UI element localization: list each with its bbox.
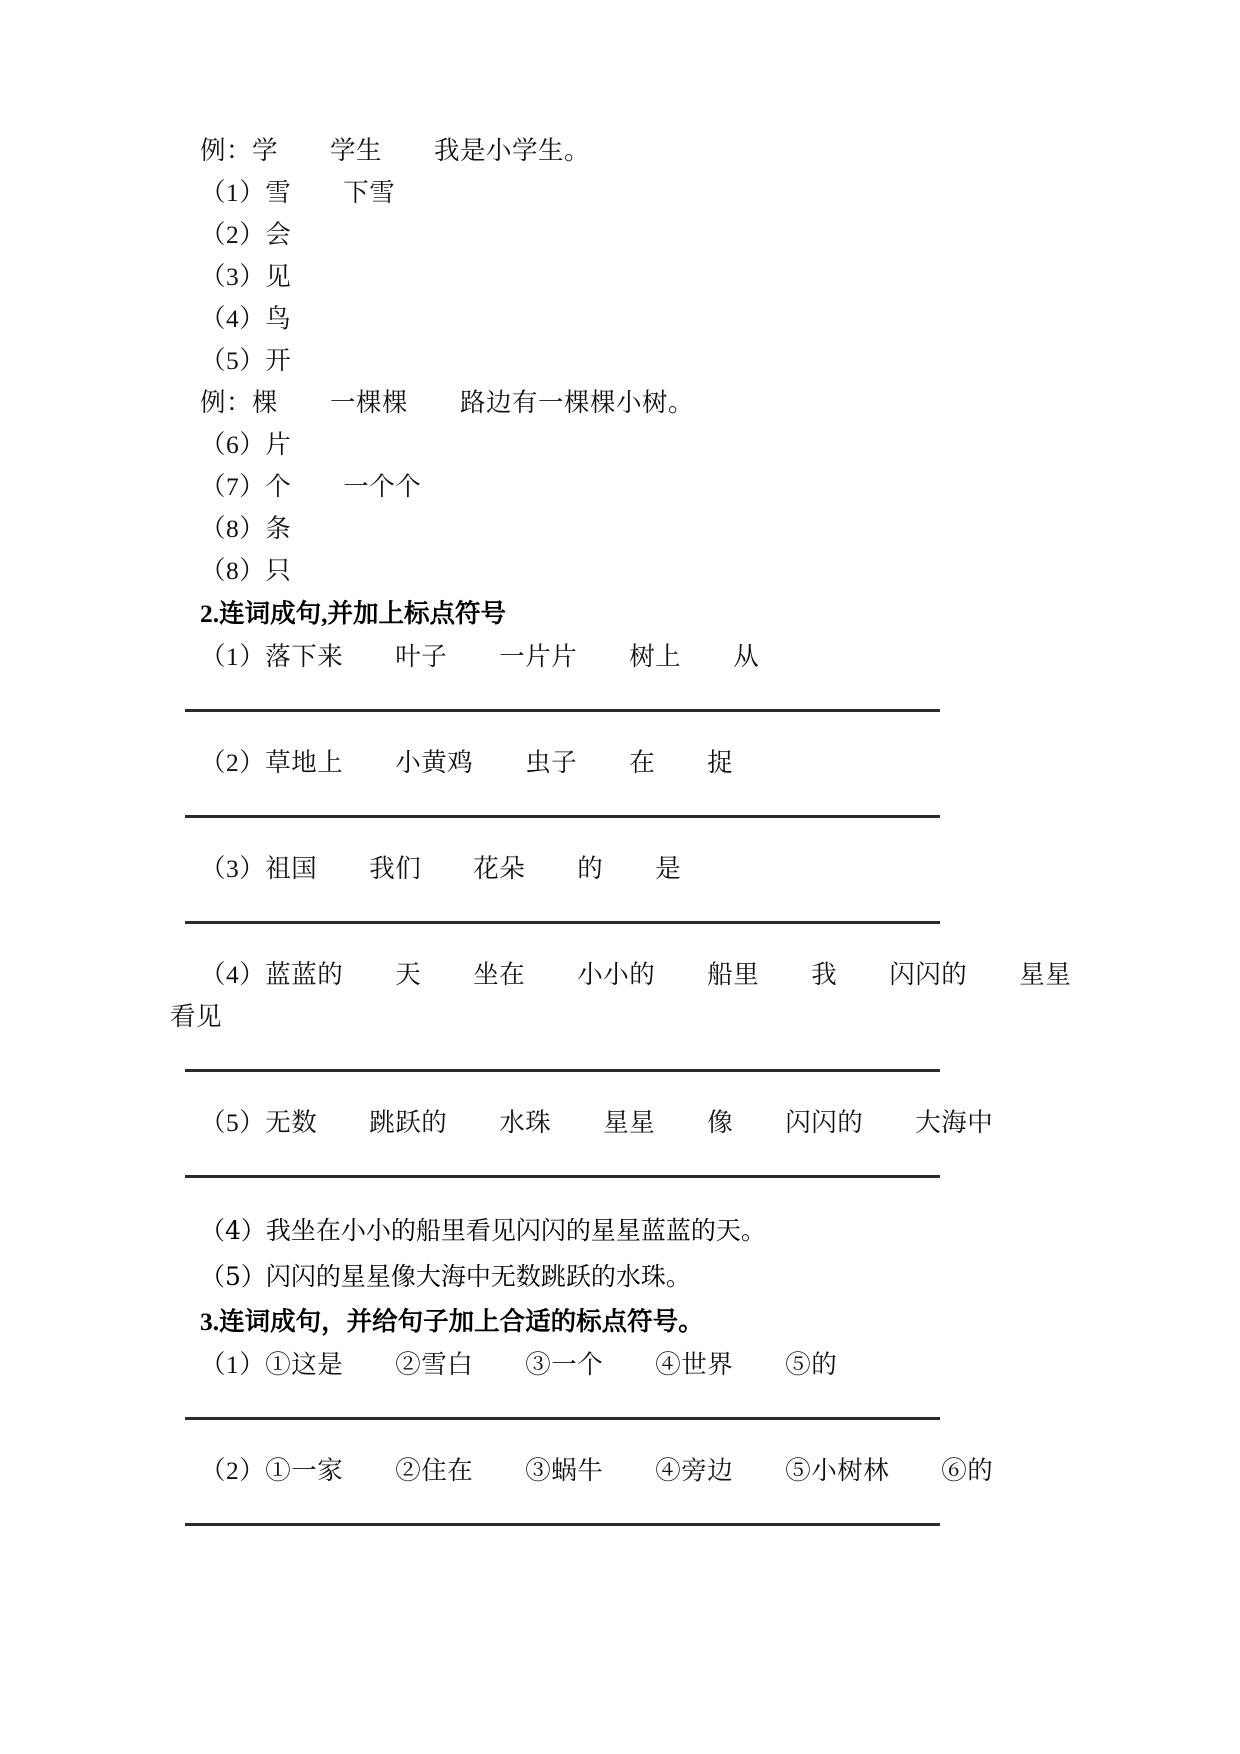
question-item: （4）蓝蓝的 天 坐在 小小的 船里 我 闪闪的 星星: [200, 960, 1072, 989]
question-item: （1）雪 下雪: [200, 178, 396, 207]
question-item: （8）只: [200, 556, 292, 585]
answer-sentence: （4）我坐在小小的船里看见闪闪的星星蓝蓝的天。: [200, 1216, 766, 1245]
section-heading: 3.连词成句，并给句子加上合适的标点符号。: [200, 1307, 704, 1336]
question-item: （2）①一家 ②住在 ③蜗牛 ④旁边 ⑤小树林 ⑥的: [200, 1456, 994, 1485]
horizontal-rule: [185, 921, 940, 924]
horizontal-rule: [185, 1175, 940, 1178]
question-item: （3）祖国 我们 花朵 的 是: [200, 854, 682, 883]
question-item: （1）落下来 叶子 一片片 树上 从: [200, 642, 760, 671]
horizontal-rule: [185, 815, 940, 818]
answer-sentence: （5）闪闪的星星像大海中无数跳跃的水珠。: [200, 1262, 691, 1291]
answer-blank-line: [170, 1144, 1070, 1208]
horizontal-rule: [185, 709, 940, 712]
horizontal-rule: [185, 1417, 940, 1420]
question-item: （7）个 一个个: [200, 472, 422, 501]
question-item: （5）开: [200, 346, 292, 375]
answer-blank-line: [170, 890, 1070, 954]
question-item: （8）条: [200, 514, 292, 543]
question-item: （2）会: [200, 220, 292, 249]
answer-blank-line: [170, 1492, 1070, 1556]
horizontal-rule: [185, 1069, 940, 1072]
section-heading: 2.连词成句,并加上标点符号: [200, 599, 507, 628]
question-item: （4）鸟: [200, 304, 292, 333]
answer-blank-line: [170, 678, 1070, 742]
example-line: 例：棵 一棵棵 路边有一棵棵小树。: [200, 388, 695, 417]
wrapped-line-continuation: 看见: [170, 1002, 223, 1031]
question-item: （3）见: [200, 262, 292, 291]
answer-blank-line: [170, 784, 1070, 848]
question-item: （6）片: [200, 430, 292, 459]
question-item: （5）无数 跳跃的 水珠 星星 像 闪闪的 大海中: [200, 1108, 994, 1137]
question-item: （1）①这是 ②雪白 ③一个 ④世界 ⑤的: [200, 1350, 838, 1379]
answer-blank-line: [170, 1386, 1070, 1450]
answer-blank-line: [170, 1038, 1070, 1102]
question-item: （2）草地上 小黄鸡 虫子 在 捉: [200, 748, 734, 777]
horizontal-rule: [185, 1523, 940, 1526]
example-line: 例：学 学生 我是小学生。: [200, 136, 591, 165]
worksheet-body: [170, 130, 1070, 1556]
